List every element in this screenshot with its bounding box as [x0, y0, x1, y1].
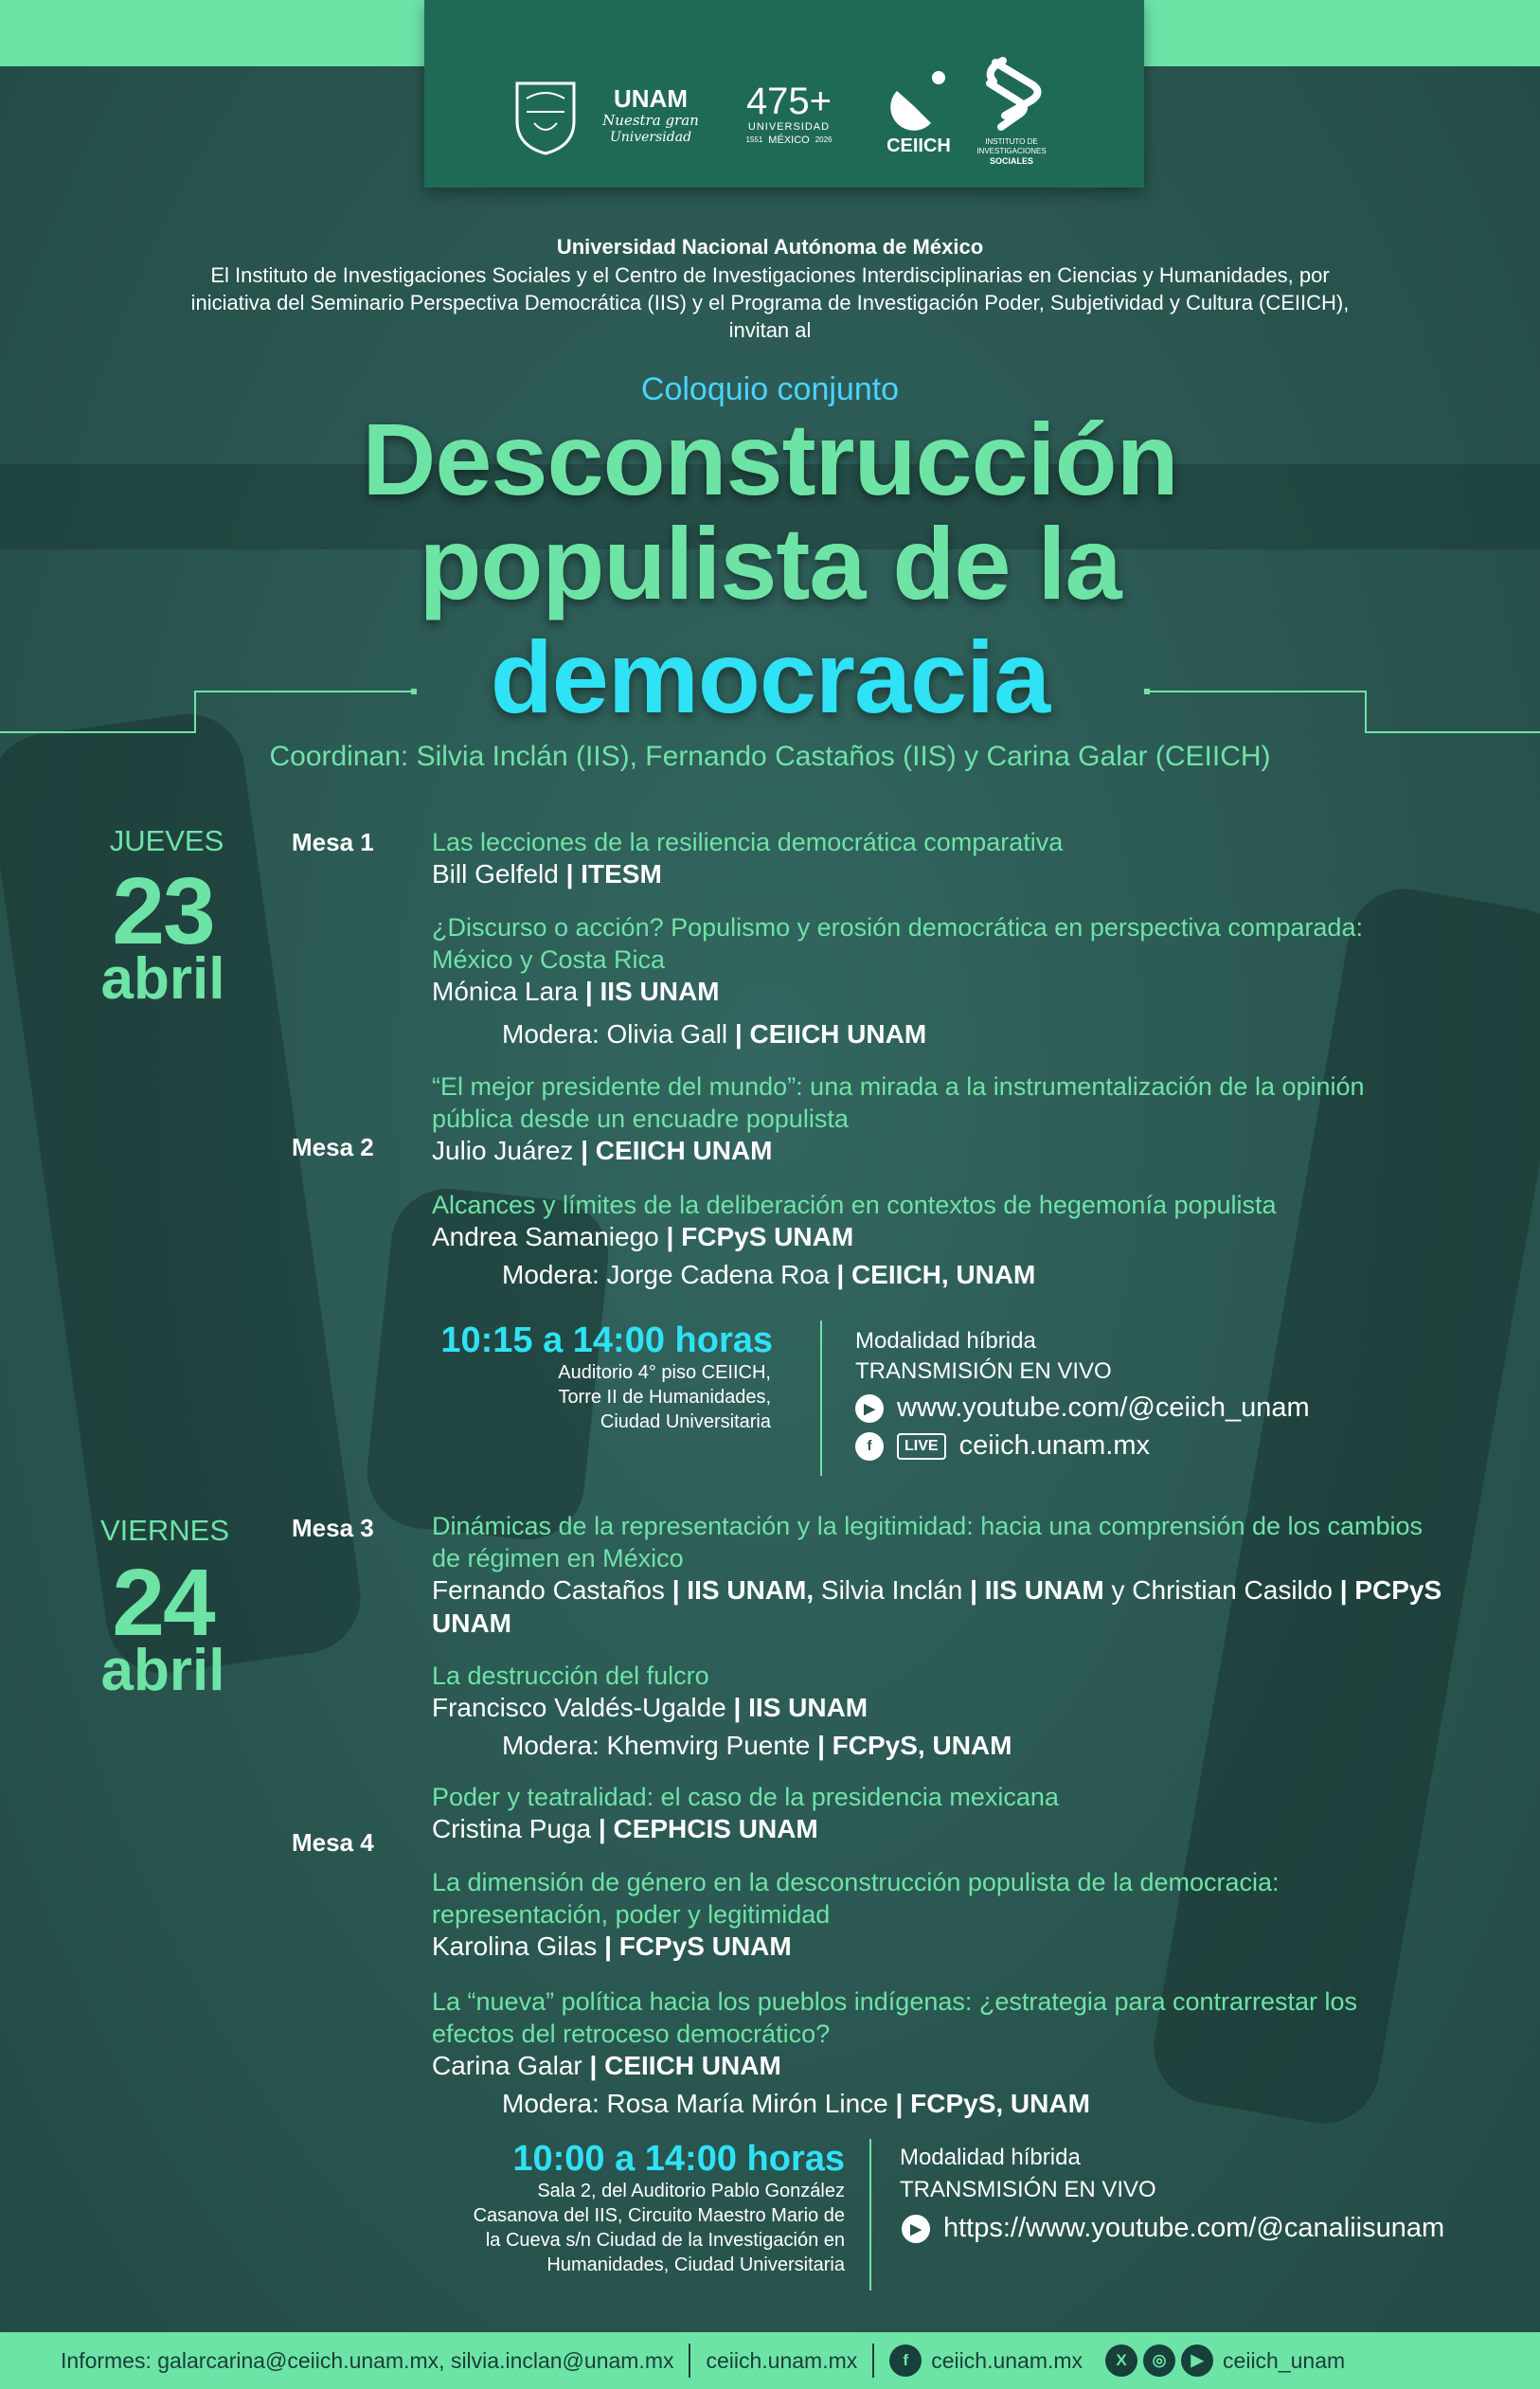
- event-subtitle: Coloquio conjunto: [640, 371, 900, 407]
- footer-facebook[interactable]: ceiich.unam.mx: [931, 2347, 1083, 2373]
- day1-mod2-label: Modera: Jorge Cadena Roa: [502, 1260, 830, 1289]
- day1-talk1-speaker: [432, 858, 662, 890]
- live-badge: LIVE: [897, 1433, 946, 1460]
- day2-talk1-title-l1: Dinámicas de la representación y la legitimidad: hacia una comprensión de los cambios: [432, 1512, 1424, 1540]
- day2-youtube-link[interactable]: [902, 2213, 1444, 2244]
- day1-mode-l1: Modalidad híbrida: [855, 1328, 1036, 1354]
- iis-line1: INSTITUTO DE: [985, 137, 1038, 146]
- day1-talk2-title-l1: ¿Discurso o acción? Populismo y erosión democrática en perspectiva comparada:: [432, 913, 1363, 942]
- day2-talk4-speaker: [432, 1931, 792, 1963]
- day1-talk4-speaker: [432, 1221, 853, 1253]
- day1-youtube-link[interactable]: [855, 1392, 1310, 1424]
- day2-talk1-speakers: [432, 1574, 1442, 1607]
- day1-talk4-inst: | FCPyS UNAM: [666, 1222, 854, 1251]
- day1-mode-l2: TRANSMISIÓN EN VIVO: [855, 1358, 1112, 1384]
- day2-mode-l1: Modalidad híbrida: [900, 2145, 1081, 2170]
- footer-social[interactable]: ceiich_unam: [1223, 2347, 1346, 2373]
- day2-venue-l3: la Cueva s/n Ciudad de la Investigación en: [485, 2230, 845, 2251]
- title-line2: populista de la: [419, 506, 1121, 620]
- day2-mod3-inst: | FCPyS, UNAM: [817, 1731, 1012, 1760]
- day1-venue-l3: Ciudad Universitaria: [600, 1411, 771, 1432]
- unam-shield-icon: [511, 80, 580, 155]
- day2-talk3-speaker: [432, 1813, 818, 1845]
- footer-separator: [689, 2344, 690, 2378]
- day2-mode-l2: TRANSMISIÓN EN VIVO: [900, 2177, 1156, 2202]
- day2-talk1-inst-a: | IIS UNAM,: [672, 1575, 815, 1605]
- day1-mod1-inst: | CEIICH UNAM: [734, 1019, 927, 1049]
- day2-talk1-inst-c: | PCPyS: [1339, 1575, 1442, 1605]
- day1-month: abril: [100, 946, 225, 1012]
- day2-time: 10:00 a 14:00 horas: [512, 2139, 845, 2179]
- facebook-icon: f: [855, 1432, 884, 1461]
- anniversary-line2-row: [737, 134, 841, 147]
- iis-symbol-icon: [976, 57, 1047, 133]
- footer: [0, 2332, 1540, 2389]
- day2-month: abril: [100, 1638, 225, 1703]
- ceiich-logo: [871, 68, 966, 156]
- day2-talk1-inst-c2: UNAM: [432, 1608, 511, 1638]
- logo-box: [424, 0, 1144, 188]
- day1-talk2-inst: | IIS UNAM: [584, 977, 720, 1006]
- day2-talk5-title-l2: efectos del retroceso democrático?: [432, 2020, 831, 2048]
- footer-web[interactable]: ceiich.unam.mx: [706, 2347, 858, 2373]
- day2-mod4-inst: | FCPyS, UNAM: [895, 2089, 1090, 2118]
- day2-talk5-title-l1: La “nueva” política hacia los pueblos indígenas: ¿estrategia para contrarrestar los: [432, 1987, 1358, 2016]
- hand-shadow-right: [1145, 880, 1540, 2132]
- anniversary-number: 475+: [745, 81, 833, 122]
- day1-talk1-title: Las lecciones de la resiliencia democrática comparativa: [432, 828, 1064, 856]
- day1-mod1-label: Modera: Olivia Gall: [502, 1019, 728, 1049]
- day2-talk3-name: Cristina Puga: [432, 1814, 592, 1843]
- ceiich-symbol-icon: [886, 68, 952, 131]
- day2-talk4-inst: | FCPyS UNAM: [604, 1931, 792, 1961]
- institution-name-text: Universidad Nacional Autónoma de México: [556, 235, 984, 259]
- day2-talk2-inst: | IIS UNAM: [733, 1693, 868, 1722]
- day1-talk3-title-l2: pública desde un encuadre populista: [432, 1105, 849, 1133]
- day2-talk3-title: Poder y teatralidad: el caso de la presidencia mexicana: [432, 1783, 1059, 1811]
- youtube-icon: ▶: [1181, 2344, 1213, 2377]
- day2-talk1-join: y Christian Casildo: [1111, 1575, 1333, 1605]
- day2-day: 24: [112, 1550, 214, 1656]
- day1-mod2-inst: | CEIICH, UNAM: [836, 1260, 1036, 1289]
- day1-time: 10:15 a 14:00 horas: [440, 1320, 773, 1360]
- day2-venue-l1: Sala 2, del Auditorio Pablo González: [537, 2181, 845, 2201]
- day1-youtube-url[interactable]: www.youtube.com/@ceiich_unam: [897, 1392, 1310, 1423]
- day2-talk1-speakers-l2: [432, 1608, 511, 1640]
- day2-talk2-title: La destrucción del fulcro: [432, 1662, 709, 1690]
- unam-slogan-line1: Nuestra gran: [602, 112, 699, 129]
- day2-venue-l2: Casanova del IIS, Circuito Maestro Mario de: [473, 2205, 845, 2226]
- coordinators: Coordinan: Silvia Inclán (IIS), Fernando Castaños (IIS) y Carina Galar (CEIICH): [269, 741, 1271, 772]
- mesa3-label: Mesa 3: [292, 1514, 374, 1542]
- title-line3: democracia: [490, 620, 1050, 734]
- youtube-icon: ▶: [855, 1394, 884, 1423]
- day1-divider: [820, 1320, 822, 1476]
- day2-venue-l4: Humanidades, Ciudad Universitaria: [546, 2254, 845, 2275]
- day2-talk1-inst-b: | IIS UNAM: [970, 1575, 1104, 1605]
- anniversary-year-left: 1551: [745, 135, 763, 144]
- day2-moderator4: [502, 2088, 1090, 2120]
- day2-talk1-name-b: Silvia Inclán: [820, 1575, 963, 1605]
- footer-separator: [872, 2344, 874, 2378]
- day1-talk2-title-l2: México y Costa Rica: [432, 945, 666, 974]
- day1-talk3-name: Julio Juárez: [432, 1136, 574, 1165]
- iis-line3: SOCIALES: [989, 156, 1033, 166]
- day1-talk4-title: Alcances y límites de la deliberación en contextos de hegemonía populista: [432, 1191, 1277, 1219]
- title-frame-lines: [0, 680, 1540, 733]
- footer-info[interactable]: Informes: galarcarina@ceiich.unam.mx, silvia.inclan@unam.mx: [61, 2347, 674, 2373]
- title-line1: Desconstrucción: [362, 402, 1178, 516]
- iis-logo: [955, 57, 1068, 166]
- anniversary-year-right: 2026: [815, 135, 833, 144]
- unam-logo: [599, 85, 703, 146]
- day2-talk5-speaker: [432, 2050, 781, 2082]
- intro-line2: iniciativa del Seminario Perspectiva Democrática (IIS) y el Programa de Investigación Poder, Subjetividad y Cultura (CEIICH),: [190, 291, 1350, 314]
- day1-day: 23: [112, 858, 214, 964]
- day1-facebook-url[interactable]: ceiich.unam.mx: [958, 1430, 1151, 1461]
- day2-divider: [869, 2139, 871, 2290]
- day2-talk2-name: Francisco Valdés-Ugalde: [432, 1693, 726, 1722]
- day2-weekday: VIERNES: [99, 1514, 230, 1547]
- x-icon: X: [1105, 2344, 1137, 2377]
- day1-venue-l2: Torre II de Humanidades,: [558, 1387, 771, 1408]
- youtube-icon: ▶: [902, 2215, 930, 2243]
- anniversary-line2: MÉXICO: [768, 135, 810, 146]
- day1-moderator1: [502, 1018, 926, 1051]
- day2-talk4-name: Karolina Gilas: [432, 1931, 598, 1961]
- day2-talk1-title-l2: de régimen en México: [432, 1544, 684, 1572]
- day1-talk2-name: Mónica Lara: [432, 977, 579, 1006]
- iis-line2: INVESTIGACIONES: [976, 147, 1047, 155]
- mesa2-label: Mesa 2: [292, 1133, 374, 1161]
- day2-talk2-speaker: [432, 1692, 868, 1724]
- day1-weekday: JUEVES: [109, 824, 224, 857]
- intro-line1: El Instituto de Investigaciones Sociales y el Centro de Investigaciones Interdisciplinarias en Ciencias y Humanidades, por: [210, 263, 1330, 287]
- facebook-icon: f: [889, 2344, 922, 2377]
- day1-moderator2: [502, 1259, 1035, 1291]
- day2-mod3-label: Modera: Khemvirg Puente: [502, 1731, 811, 1760]
- day2-talk4-title-l1: La dimensión de género en la desconstrucción populista de la democracia:: [432, 1868, 1280, 1896]
- unam-wordmark: UNAM: [614, 84, 688, 113]
- day2-moderator3: [502, 1730, 1012, 1762]
- day2-youtube-url[interactable]: https://www.youtube.com/@canaliisunam: [943, 2213, 1445, 2243]
- day1-talk2-speaker: [432, 976, 720, 1008]
- day1-talk3-title-l1: “El mejor presidente del mundo”: una mirada a la instrumentalización de la opinión: [432, 1072, 1365, 1101]
- day1-facebook-link[interactable]: [855, 1430, 1150, 1462]
- anniversary-line1: UNIVERSIDAD: [747, 121, 831, 133]
- day2-mod4-label: Modera: Rosa María Mirón Lince: [502, 2089, 888, 2118]
- day1-venue-l1: Auditorio 4° piso CEIICH,: [558, 1362, 771, 1383]
- instagram-icon: ◎: [1143, 2344, 1175, 2377]
- mesa4-label: Mesa 4: [292, 1828, 374, 1857]
- mesa1-label: Mesa 1: [292, 828, 374, 856]
- day2-talk5-inst: | CEIICH UNAM: [589, 2051, 781, 2080]
- day1-talk1-name: Bill Gelfeld: [432, 859, 559, 889]
- day1-talk3-speaker: [432, 1135, 772, 1167]
- day2-talk3-inst: | CEPHCIS UNAM: [598, 1814, 818, 1843]
- day1-talk1-inst: | ITESM: [565, 859, 662, 889]
- day1-talk4-name: Andrea Samaniego: [432, 1222, 659, 1251]
- day2-talk5-name: Carina Galar: [432, 2051, 582, 2080]
- institution-name: [95, 233, 1445, 260]
- day2-talk1-name-a: Fernando Castaños: [432, 1575, 665, 1605]
- ceiich-wordmark: CEIICH: [886, 135, 951, 156]
- unam-slogan-line2: Universidad: [609, 130, 692, 145]
- day1-talk3-inst: | CEIICH UNAM: [581, 1136, 773, 1165]
- day2-talk4-title-l2: representación, poder y legitimidad: [432, 1900, 831, 1929]
- intro-line3: invitan al: [728, 318, 812, 342]
- anniversary-logo: [737, 81, 841, 147]
